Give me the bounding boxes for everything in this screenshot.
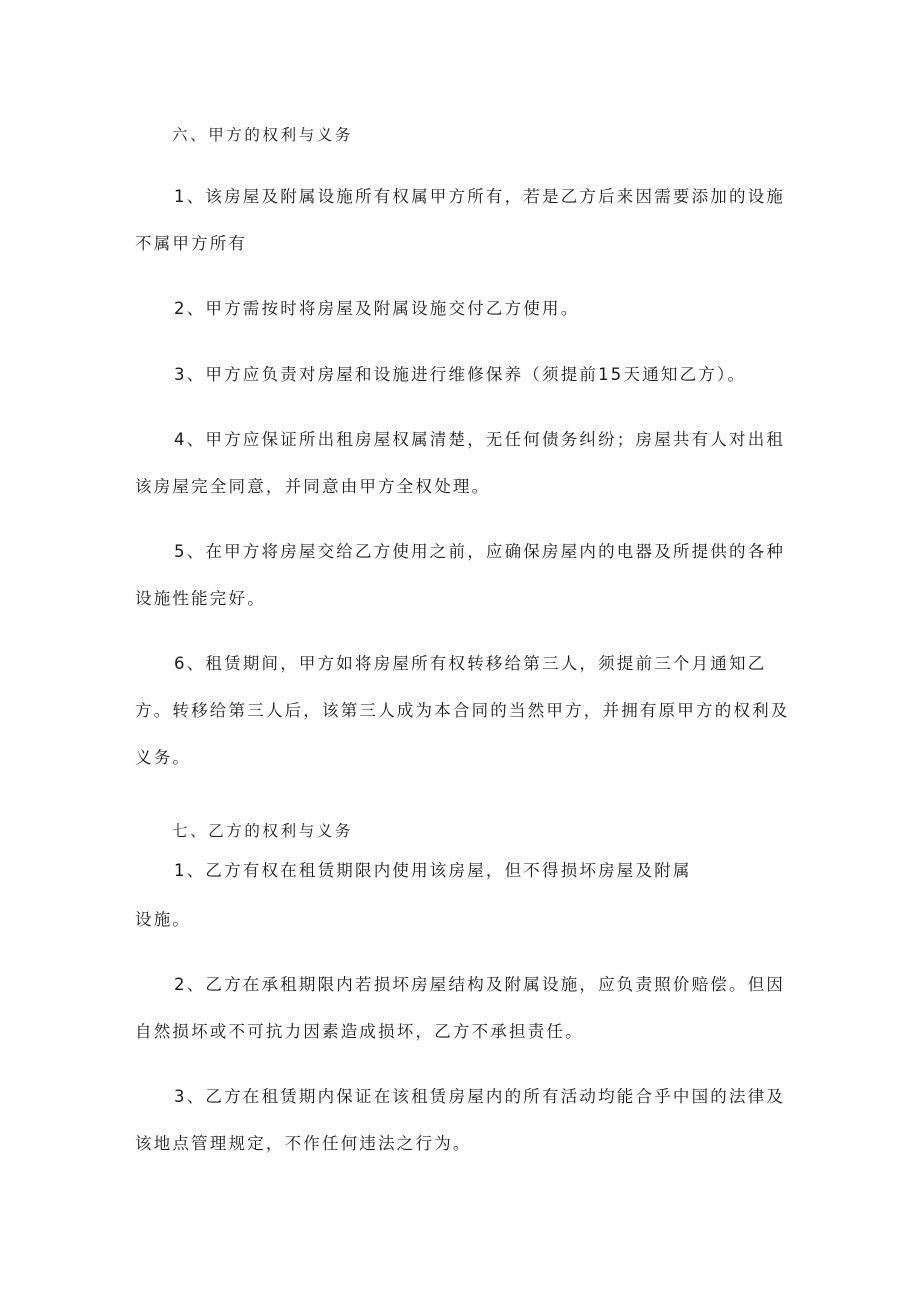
paragraph-line: 不属甲方所有 [135,234,248,253]
paragraph-line: 该房屋完全同意，并同意由甲方全权处理。 [135,477,491,496]
section-7-heading: 七、乙方的权利与义务 [172,822,354,840]
paragraph-line: 方。转移给第三人后，该第三人成为本合同的当然甲方，并拥有原甲方的权利及 [135,701,790,720]
paragraph-line: 6、租赁期间，甲方如将房屋所有权转移给第三人，须提前三个月通知乙 [174,654,767,673]
paragraph-line: 2、乙方在承租期限内若损坏房屋结构及附属设施，应负责照价赔偿。但因 [174,975,786,994]
paragraph-line: 5、在甲方将房屋交给乙方使用之前，应确保房屋内的电器及所提供的各种 [174,542,786,561]
paragraph-line: 设施性能完好。 [135,589,266,608]
paragraph-line: 1、乙方有权在租赁期限内使用该房屋，但不得损坏房屋及附属 [174,861,692,880]
paragraph-line: 该地点管理规定，不作任何违法之行为。 [135,1134,472,1153]
paragraph-line: 2、甲方需按时将房屋及附属设施交付乙方使用。 [174,299,580,318]
paragraph-line: 4、甲方应保证所出租房屋权属清楚，无任何债务纠纷；房屋共有人对出租 [174,430,786,449]
paragraph-line: 设施。 [135,910,192,929]
paragraph-line: 3、乙方在租赁期内保证在该租赁房屋内的所有活动均能合乎中国的法律及 [174,1087,786,1106]
paragraph-line: 义务。 [135,748,192,767]
paragraph-line: 自然损坏或不可抗力因素造成损坏，乙方不承担责任。 [135,1022,584,1041]
section-6-heading: 六、甲方的权利与义务 [172,126,354,144]
paragraph-line: 1、该房屋及附属设施所有权属甲方所有，若是乙方后来因需要添加的设施 [174,187,786,206]
paragraph-line: 3、甲方应负责对房屋和设施进行维修保养（须提前15天通知乙方）。 [174,365,747,384]
